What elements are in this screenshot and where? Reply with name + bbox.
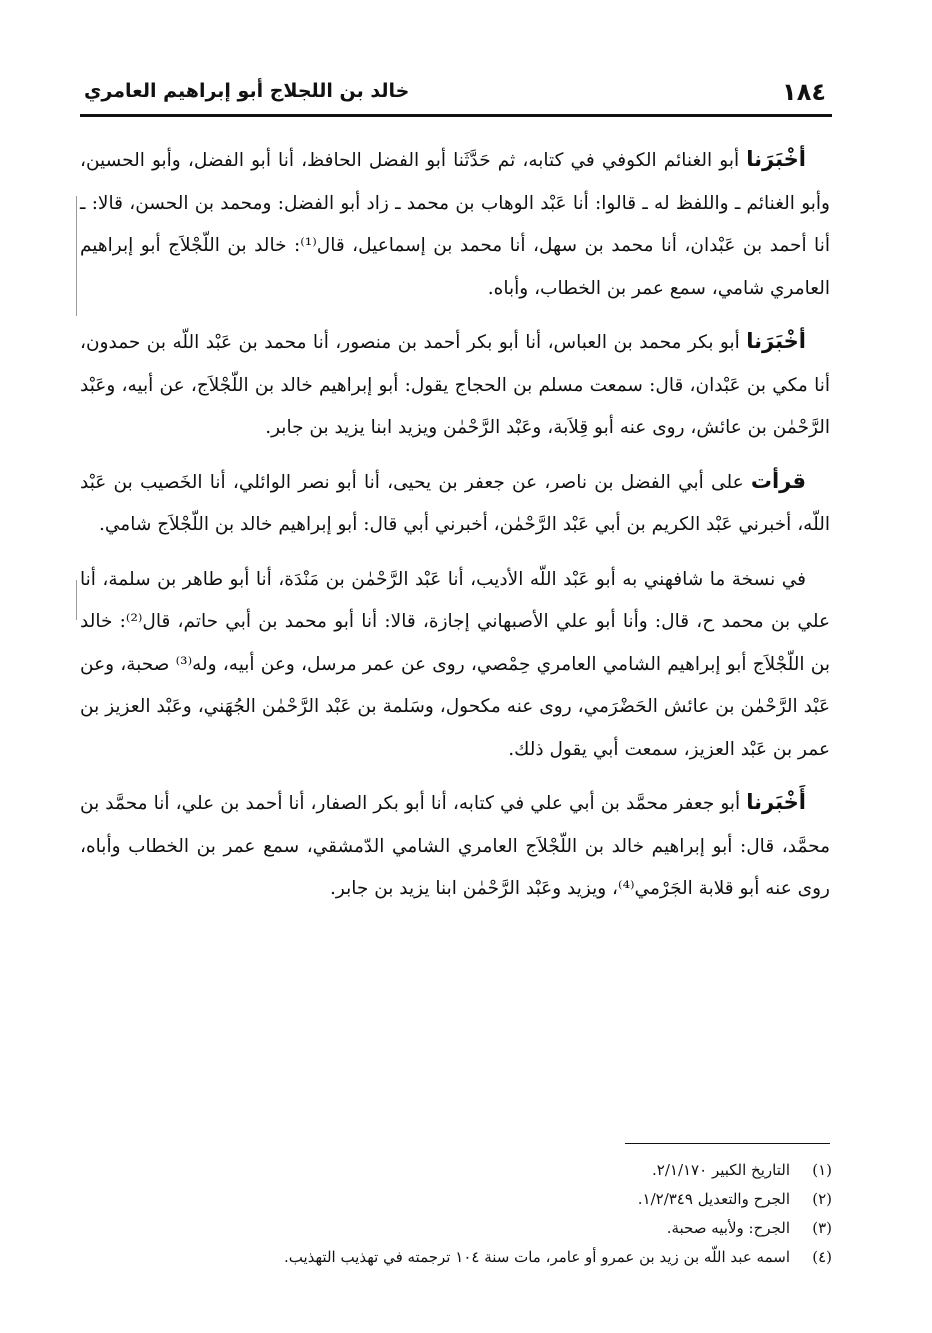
footnote-text: اسمه عبد اللّه بن زيد بن عمرو أو عامر، مات سنة ١٠٤ ترجمته في تهذيب التهذيب. xyxy=(283,1248,790,1266)
footnote xyxy=(80,1214,832,1243)
footnote-number: (٣) xyxy=(812,1219,832,1237)
paragraph-text: على أبي الفضل بن ناصر، عن جعفر بن يحيى، أنا أبو نصر الوائلي، أنا الخَصيب بن عَبْد اللّه، أخبرني عَبْد الكريم بن أبي عَبْد الرَّحْمٰن، أخبرني أبي قال: أبو إبراهيم خالد بن اللّجْلاَج شامي. xyxy=(80,471,830,535)
paragraph xyxy=(80,320,830,450)
paragraph-text: أبو بكر محمد بن العباس، أنا أبو بكر أحمد بن منصور، أنا محمد بن عَبْد اللّه بن حمدون، أنا مكي بن عَبْدان، قال: سمعت مسلم بن الحجاج يقول: أبو إبراهيم خالد بن اللّجْلاَج، عن أبيه، وعَبْد الرَّحْمٰن بن عائش، روى عنه أبو قِلاَبة، وعَبْد الرَّحْمٰن ويزيد ابنا يزيد بن جابر. xyxy=(80,332,830,438)
footnote xyxy=(80,1243,832,1272)
header-rule xyxy=(80,114,832,117)
paragraph-text: أبو الغنائم الكوفي في كتابه، ثم حَدَّثَنا أبو الفضل الحافظ، أنا أبو الفضل، وأبو الحسين، وأبو الغنائم ـ واللفظ له ـ قالوا: أنا عَبْد الوهاب بن محمد ـ زاد أبو الفضل: ومحمد بن الحسن، قالا: ـ أنا أحمد بن عَبْدان، أنا محمد بن سهل، أنا محمد بن إسماعيل، قال⁽¹⁾: خالد بن اللّجْلاَج أبو إبراهيم العامري شامي، سمع عمر بن الخطاب، وأباه. xyxy=(80,150,830,299)
body-text xyxy=(80,138,830,921)
paragraph-lead: قرأت xyxy=(750,468,806,493)
footnote xyxy=(80,1185,832,1214)
footnote-number: (٤) xyxy=(812,1248,832,1266)
running-title: خالد بن اللجلاج أبو إبراهيم العامري xyxy=(84,80,410,102)
footnote-text: الجرح والتعديل ١/٢/٣٤٩. xyxy=(637,1190,790,1208)
paragraph xyxy=(80,460,830,547)
paragraph-lead: أخْبَرَنا xyxy=(746,329,806,353)
footnote-rule xyxy=(625,1143,830,1144)
paragraph xyxy=(80,138,830,310)
paragraph-text: أبو جعفر محمَّد بن أبي علي في كتابه، أنا أبو بكر الصفار، أنا أحمد بن علي، أنا محمَّد بن محمَّد، قال: أبو إبراهيم خالد بن اللّجْلاَج العامري الشامي الدّمشقي، سمع عمر بن الخطاب وأباه، روى عنه أبو قلابة الجَرْمي⁽⁴⁾، ويزيد وعَبْد الرَّحْمٰن ابنا يزيد بن جابر. xyxy=(80,793,830,899)
paragraph xyxy=(80,557,830,772)
footnote-number: (٢) xyxy=(812,1190,832,1208)
margin-mark xyxy=(76,196,77,316)
paragraph-text: في نسخة ما شافهني به أبو عَبْد اللّه الأديب، أنا عَبْد الرَّحْمٰن بن مَنْدَة، أنا أبو طاهر بن سلمة، أنا علي بن محمد ح، قال: وأنا أبو علي الأصبهاني إجازة، قالا: أنا أبو محمد بن أبي حاتم، قال⁽²⁾: خالد بن اللّجْلاَج أبو إبراهيم الشامي العامري حِمْصي، روى عن عمر مرسل، وعن أبيه، وله⁽³⁾ صحبة، وعن عَبْد الرَّحْمٰن بن عائش الحَضْرَمي، روى عنه مكحول، وسَلمة بن عَبْد الرَّحْمٰن الجُهَني، وعَبْد العزيز بن عمر بن عَبْد العزيز، سمعت أبي يقول ذلك. xyxy=(80,568,831,760)
paragraph-lead: أخْبَرَنا xyxy=(746,147,806,171)
paragraph xyxy=(80,781,830,911)
footnote-text: التاريخ الكبير ٢/١/١٧٠. xyxy=(652,1161,790,1179)
footnote-number: (١) xyxy=(812,1161,832,1179)
footnote xyxy=(80,1156,832,1185)
footnotes xyxy=(80,1156,832,1272)
footnote-text: الجرح: ولأبيه صحبة. xyxy=(666,1219,790,1237)
page-header xyxy=(80,74,832,114)
paragraph-lead: أَخْبَرنا xyxy=(746,790,806,814)
page-number: ١٨٤ xyxy=(782,78,826,106)
margin-mark xyxy=(76,580,77,620)
